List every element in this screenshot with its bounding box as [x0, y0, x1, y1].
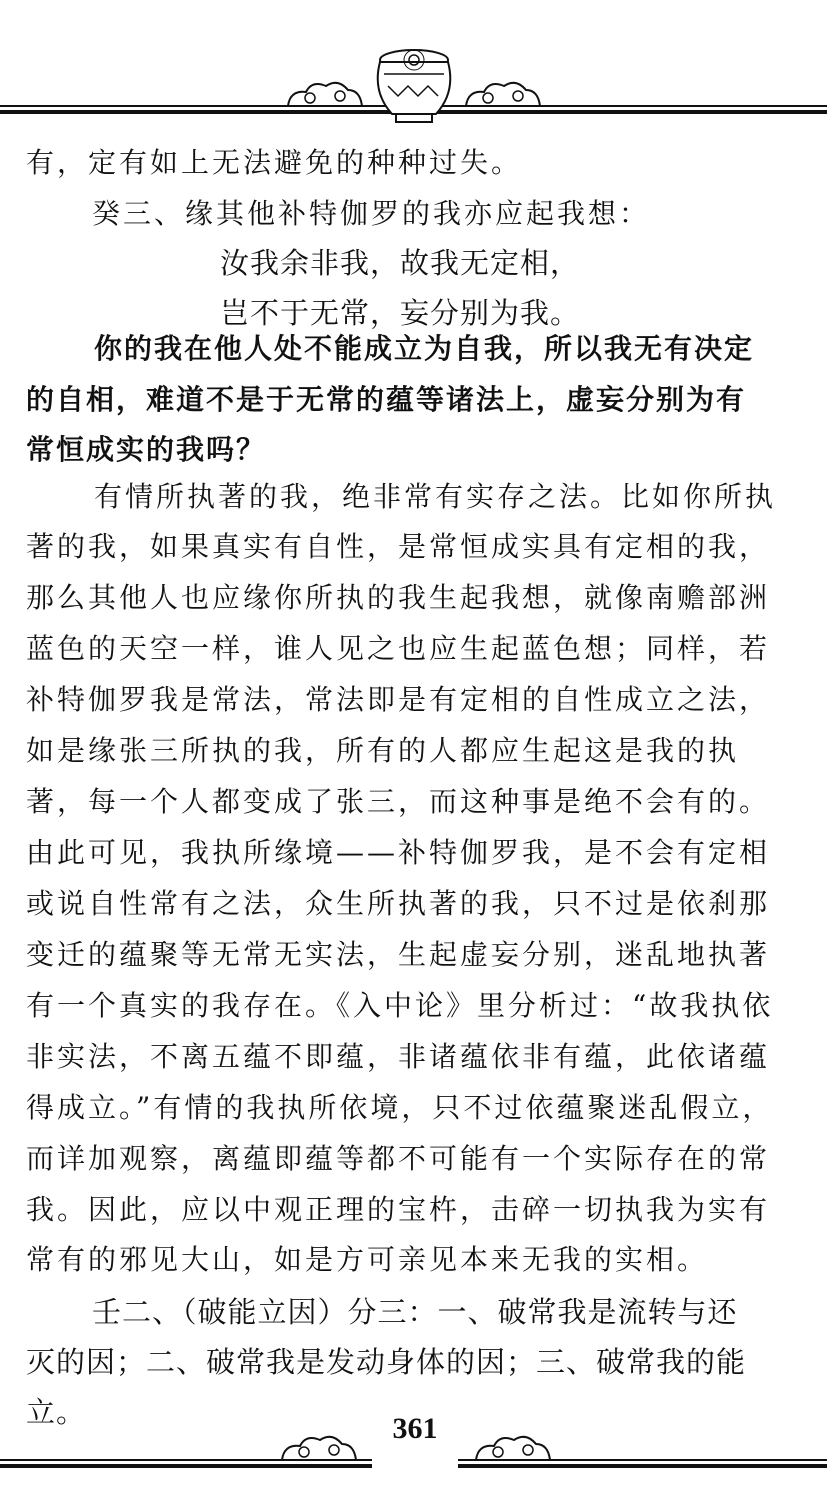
page-number: 361: [392, 1412, 438, 1445]
commentary-line-12: 非实法，不离五蕴不即蕴，非诸蕴依非有蕴，此依诸蕴: [26, 1040, 771, 1073]
section-heading: 癸三、缘其他补特伽罗的我亦应起我想：: [92, 197, 651, 230]
commentary-line-13: 得成立。”有情的我执所依境，只不过依蕴聚迷乱假立，: [26, 1091, 774, 1124]
translation-line-2: 的自相，难道不是于无常的蕴等诸法上，虚妄分别为有: [26, 383, 747, 416]
outline-line-1: 壬二、（破能立因）分三：一、破常我是流转与还: [92, 1295, 738, 1329]
translation-line-1: 你的我在他人处不能成立为自我，所以我无有决定: [94, 332, 755, 365]
commentary-line-15: 我。因此，应以中观正理的宝杵，击碎一切执我为实有: [26, 1193, 771, 1226]
verse-line-1: 汝我余非我，故我无定相，: [220, 246, 581, 280]
commentary-line-9: 或说自性常有之法，众生所执著的我，只不过是依刹那: [26, 887, 771, 920]
header-ornament-icon: [0, 30, 827, 150]
commentary-line-16: 常有的邪见大山，如是方可亲见本来无我的实相。: [26, 1243, 709, 1276]
text-line-1: 有，定有如上无法避免的种种过失。: [26, 146, 523, 179]
commentary-line-5: 补特伽罗我是常法，常法即是有定相的自性成立之法，: [26, 683, 771, 716]
outline-line-3: 立。: [26, 1395, 87, 1429]
commentary-line-14: 而详加观察，离蕴即蕴等都不可能有一个实际存在的常: [26, 1142, 771, 1175]
commentary-line-2: 著的我，如果真实有自性，是常恒成实具有定相的我，: [26, 530, 771, 563]
outline-line-2: 灭的因；二、破常我是发动身体的因；三、破常我的能: [26, 1345, 747, 1379]
verse-line-2: 岂不于无常，妄分别为我。: [220, 296, 581, 330]
commentary-line-11: 有一个真实的我存在。《入中论》里分析过：“故我执依: [26, 989, 774, 1022]
commentary-line-1: 有情所执著的我，绝非常有实存之法。比如你所执: [94, 480, 777, 513]
commentary-line-7: 著，每一个人都变成了张三，而这种事是绝不会有的。: [26, 785, 771, 818]
translation-line-3: 常恒成实的我吗？: [26, 433, 267, 466]
commentary-line-6: 如是缘张三所执的我，所有的人都应生起这是我的执: [26, 734, 740, 767]
commentary-line-10: 变迁的蕴聚等无常无实法，生起虚妄分别，迷乱地执著: [26, 938, 771, 971]
commentary-line-8: 由此可见，我执所缘境——补特伽罗我，是不会有定相: [26, 836, 771, 869]
commentary-line-3: 那么其他人也应缘你所执的我生起我想，就像南赡部洲: [26, 581, 771, 614]
commentary-line-4: 蓝色的天空一样，谁人见之也应生起蓝色想；同样，若: [26, 632, 771, 665]
